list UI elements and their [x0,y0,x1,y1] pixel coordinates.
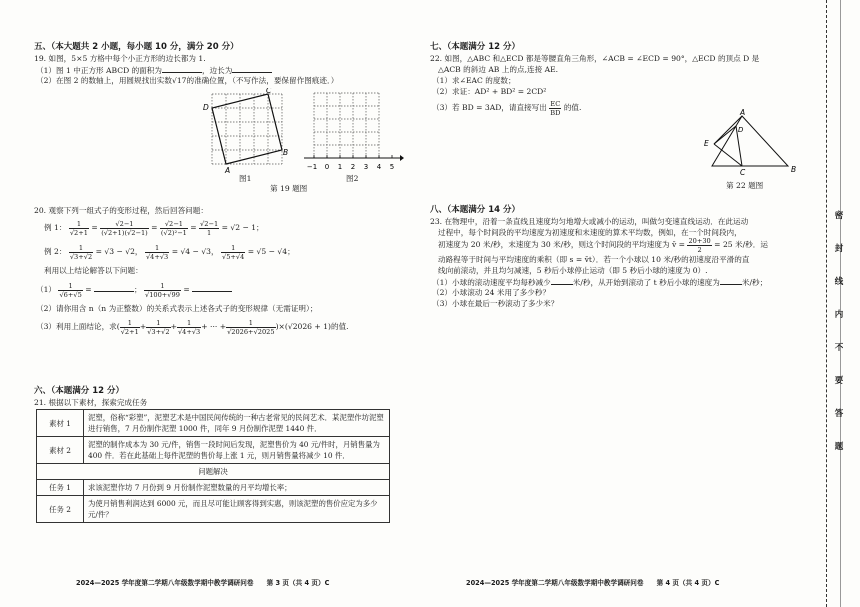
footer-page-4: 2024—2025 学年度第二学期八年级数学期中教学调研问卷 第 4 页（共 4 页）C [466,579,720,587]
example-label: 例 2： [44,247,67,256]
material-2-label: 素材 2 [37,437,84,464]
fraction: $\frac{1}{√3+√2}$ [147,318,170,336]
table-row [37,480,390,496]
fraction: $\frac{1}{√100+√99}$ [145,281,180,299]
tick-label: 1 [337,163,343,171]
table-row [37,496,390,523]
q23-line-5: 线向前滚动，并且均匀减速，5 秒后小球停止运动（即 5 秒后小球的速度为 0）. [438,266,708,275]
q21-stem: 21. 根据以下素材，探索完成任务 [34,398,148,407]
fraction: $\frac{√2-1}{(√2+1)(√2-1)}$ [101,219,148,237]
q19-stem: 19. 如图，5×5 方格中每个小正方形的边长都为 1. [34,54,206,63]
binding-margin [812,0,860,607]
fraction: $\frac{1}{√5+√4}$ [222,243,245,261]
q23-part3: （3）小球在最后一秒滚动了多少米？ [432,299,559,308]
tick-label: −1 [306,163,318,171]
fraction: $\frac{√2-1}{\text{(√2)²−1}}$ [160,219,187,237]
table-row [37,464,390,480]
q22-figure [700,108,800,176]
q23-line-1: 23. 在物理中，沿着一条直线且速度均匀地增大或减小的运动，叫做匀变速直线运动．在此运动 [430,217,749,226]
q20-stem: 20. 观察下列一组式子的变形过程，然后回答问题： [34,206,208,215]
q22-stem-2: △ACB 的斜边 AB 上的点,连接 AE. [438,65,559,74]
q20-example-1: 例 1： $\frac{1}{√2+1}$ = $\frac{√2-1}{(√2+1)(√2-1)}$ = $\frac{√2-1}{\text{(√2)²−1}}$ = $\frac{√2-1}{1}$ = √2 − 1； [44,219,264,237]
q22-part3: （3）若 BD = 3AD，请直接写出 $\frac{EC}{BD}$ 的值. [432,99,582,117]
fraction: $\frac{20+30}{2}$ [688,236,711,254]
q22-part1: （1）求∠EAC 的度数； [432,76,516,85]
q23-line-2: 过程中，每个时间段的平均速度为初速度和末速度的算术平均数，例如，在一个时间段内， [438,228,742,237]
task-2-text: 为使月销售利润达到 6000 元，而且尽可能让顾客得到实惠，则该泥塑的售价应定为多少元/件？ [84,496,390,523]
fraction: $\frac{1}{√3+√2}$ [69,243,93,261]
seal-line-notice: 密 封 线 内 不 要 答 题 [834,211,844,452]
section-5-title: 五、（本大题共 2 小题，每小题 10 分，满分 20 分） [34,42,239,52]
q23-line-3: 初速度为 20 米/秒，末速度为 30 米/秒，则这个时间段的平均速度为 v̄ = $\frac{20+30}{2}$ = 25 米/秒．运 [438,236,768,254]
section-7-title: 七、（本题满分 12 分） [430,42,520,52]
material-2-text: 泥塑的制作成本为 30 元/件，销售一段时间后发现，泥塑售价为 40 元/件时，月销售量为 400 件．若在此基础上每件泥塑的售价每上涨 1 元，则月销售量将减少 10 件． [84,437,390,464]
q23-line-4: 动路程等于时间与平均速度的乘积（即 s = v̄t）．若一个小球以 10 米/秒的初速度沿平滑的直 [438,255,750,264]
vertex-b-label: B [791,165,797,174]
q20-part2: （2）请你用含 n（n 为正整数）的关系式表示上述各式子的变形规律（无需证明）； [36,304,318,313]
q19-part1-a: （1）图 1 中正方形 ABCD 的面积为 [36,66,162,75]
answer-blank [94,283,134,292]
q19-part1-b: ，边长为 [201,66,233,75]
fig1-label: 图1 [239,174,252,183]
tick-label: 4 [376,163,382,171]
fraction: $\frac{1}{√2+1}$ [120,318,139,336]
tick-label: 0 [324,163,330,171]
q19-figure-2 [304,88,404,176]
fraction: $\frac{1}{√2+1}$ [69,219,88,237]
fraction: $\frac{1}{√4+√3}$ [145,243,169,261]
task-1-text: 求该泥塑作坊 7 月份到 9 月份制作泥塑数量的月平均增长率； [84,480,390,496]
section-6-title: 六、（本题满分 12 分） [34,386,124,396]
fraction: $\frac{EC}{BD}$ [550,99,561,117]
vertex-a-label: A [225,166,231,174]
tick-label: 3 [363,163,369,171]
problem-solving-header: 问题解决 [37,464,390,480]
footer-page-3: 2024—2025 学年度第二学期八年级数学期中教学调研问卷 第 3 页（共 4 页）C [76,579,330,587]
task-1-label: 任务 1 [37,480,84,496]
q23-part1: （1）小球的滚动速度平均每秒减少 米/秒，从开始到滚动了 t 秒后小球的速度为 米/秒； [432,278,768,287]
material-1-text: 泥塑，俗称“彩塑”，泥塑艺术是中国民间传统的一种古老常见的民间艺术．某泥塑作坊泥塑进行销售，7 月份制作泥塑 1000 件，同年 9 月份制作泥塑 1440 件． [84,410,390,437]
vertex-c-label: C [740,168,746,176]
fraction: $\frac{1}{√4+√3}$ [177,318,201,336]
vertex-e-label: E [704,139,709,148]
q20-part1: （1） $\frac{1}{√6+√5}$ = ； $\frac{1}{√100+√99}$ = [36,281,232,299]
vertex-d-label: D [738,126,744,134]
fig2-label: 图2 [346,174,359,183]
answer-blank [162,64,202,73]
triangle-abc [712,116,788,166]
q21-materials-table [36,409,390,523]
seal-line [826,0,827,607]
answer-blank [232,64,272,73]
q19-part2: （2）在图 2 的数轴上，用圆规找出实数√17的准确位置，（不写作法，要保留作图痕迹．） [36,76,339,85]
vertex-a-label: A [740,108,746,117]
material-1-label: 素材 1 [37,410,84,437]
answer-blank [720,276,742,285]
q19-fig-caption: 第 19 题图 [270,184,308,193]
tick-label: 5 [389,163,395,171]
q20-use: 利用以上结论解答以下问题： [44,266,143,275]
q20-example-2: 例 2： $\frac{1}{√3+√2}$ = √3 − √2， $\frac{1}{√4+√3}$ = √4 − √3， $\frac{1}{√5+√4}$ = √5 − √4； [44,243,295,261]
answer-blank [551,276,573,285]
square-abcd [212,94,282,164]
example-1-result: = √2 − 1； [221,223,264,232]
q23-part2: （2）小球滚动 24 米用了多少秒？ [432,288,551,297]
section-8-title: 八、（本题满分 14 分） [430,205,520,215]
fraction: $\frac{√2-1}{1}$ [200,219,219,237]
arrow-right-icon [400,155,404,161]
q22-fig-caption: 第 22 题图 [726,181,764,190]
q22-part2: （2）求证：AD² + BD² = 2CD² [432,87,547,96]
answer-blank [192,283,232,292]
q19-figure-1 [202,88,288,174]
vertex-d-label: D [203,103,209,112]
table-row [37,437,390,464]
vertex-b-label: B [283,148,288,157]
example-label: 例 1： [44,223,67,232]
fraction: $\frac{1}{√6+√5}$ [59,281,82,299]
q20-part3: （3）利用上面结论，求( $\frac{1}{√2+1}$ + $\frac{1}{√3+√2}$ + $\frac{1}{√4+√3}$ + ··· + $\frac{1}{√2026+√2025}$ )×(√2026 + 1)的值. [36,318,349,336]
vertex-c-label: C [266,88,272,95]
q22-stem-1: 22. 如图，△ABC 和△ECD 都是等腰直角三角形，∠ACB = ∠ECD = 90°，△ECD 的顶点 D 是 [430,54,760,63]
task-2-label: 任务 2 [37,496,84,523]
table-row [37,410,390,437]
tick-label: 2 [350,163,356,171]
fraction: $\frac{1}{√2026+√2025}$ [227,318,275,336]
